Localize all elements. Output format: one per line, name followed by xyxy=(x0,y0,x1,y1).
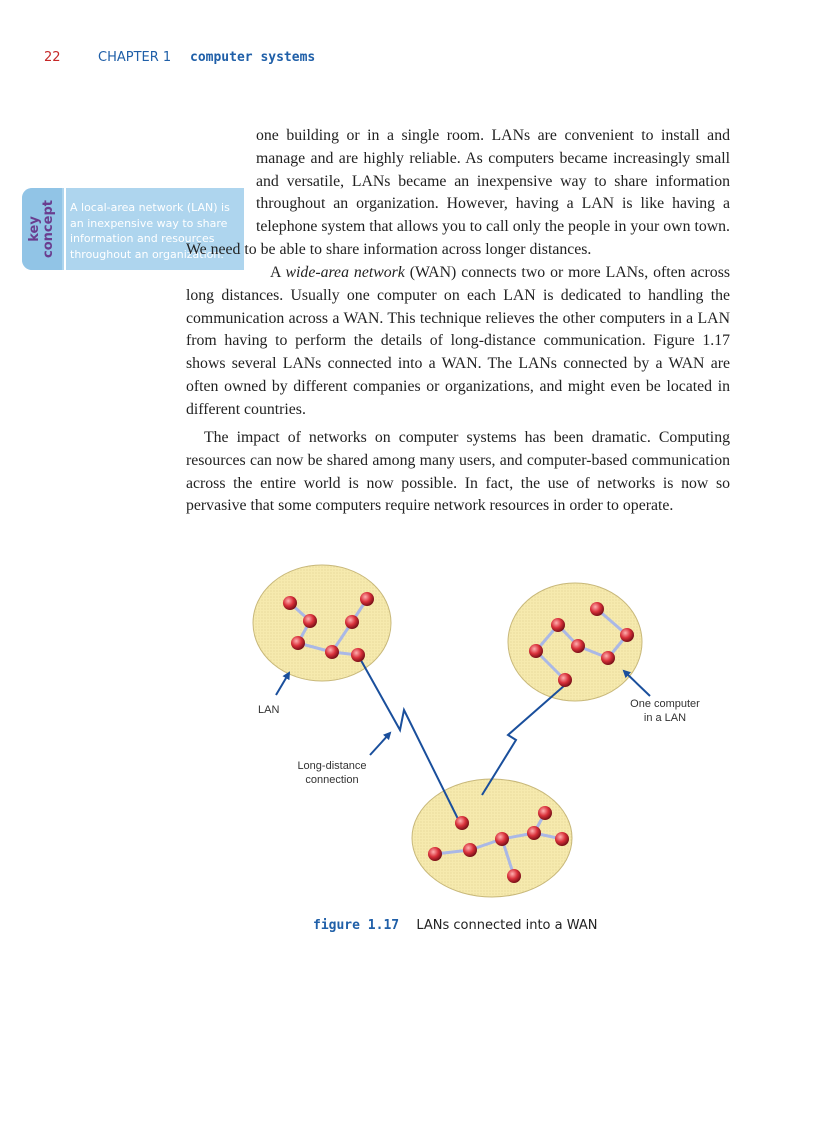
body-paragraph-2 xyxy=(186,262,730,422)
wan-link-right xyxy=(482,685,565,795)
chapter-title: computer systems xyxy=(190,50,316,65)
computer-node xyxy=(551,618,565,632)
wan-figure xyxy=(240,560,720,910)
key-concept-label xyxy=(28,200,56,258)
figure-caption xyxy=(313,917,598,933)
computer-node xyxy=(351,648,365,662)
para-2-rest: (WAN) connects two or more LANs, often across long distances. Usually one computer on each LAN is dedicated to handling the communication across a WAN. This technique relieves the other computers in a LAN from having to perform the details of long-distance communication. Figure 1.17 shows several LANs connected into a WAN. The LANs connected by a WAN are often owned by different companies or organizations, and might even be located in different countries. xyxy=(186,264,730,418)
body-paragraph-3: The impact of networks on computer systems has been dramatic. Computing resources can now be shared among many users, and computer-based communication across the entire world is now possible. In fact, the use of networks is now so pervasive that some computers require network resources in order to operate. xyxy=(186,429,730,515)
figure-caption-text: LANs connected into a WAN xyxy=(416,918,598,933)
computer-node xyxy=(463,843,477,857)
label-one-computer-line1: One computer xyxy=(630,698,700,710)
computer-node xyxy=(325,645,339,659)
key-concept-text: A local-area network (LAN) is an inexpensive way to share information and resources throughout an organization. xyxy=(70,201,230,261)
label-long-distance-line2: connection xyxy=(305,774,359,786)
computer-node xyxy=(571,639,585,653)
key-concept-label-line1: key xyxy=(27,216,42,242)
computer-node xyxy=(620,628,634,642)
label-one-computer-line2: in a LAN xyxy=(643,712,687,724)
computer-node xyxy=(291,636,305,650)
body-paragraph-1-text: one building or in a single room. LANs are convenient to install and manage and are highly reliable. As computers became increasingly small and versatile, LANs became an inexpensive way to share information throughout an organization. However, having a LAN is like having a telephone system that allows you to call only the people in your own town. We need to be able to share information across longer distances. xyxy=(186,127,730,258)
para-2-prefix: A xyxy=(270,264,286,281)
lan-pointer-arrow xyxy=(276,673,289,695)
computer-node xyxy=(558,673,572,687)
computer-pointer-arrow xyxy=(624,671,650,696)
body-paragraph-1 xyxy=(186,125,730,262)
chapter-label: CHAPTER 1 xyxy=(98,50,172,65)
computer-node xyxy=(555,832,569,846)
computer-node xyxy=(428,847,442,861)
computer-node xyxy=(303,614,317,628)
computer-node xyxy=(360,592,374,606)
computer-node xyxy=(601,651,615,665)
computer-node xyxy=(345,615,359,629)
key-concept-divider xyxy=(64,188,66,270)
computer-node xyxy=(283,596,297,610)
figure-number: figure 1.17 xyxy=(313,918,400,933)
key-concept-label-line2: concept xyxy=(41,200,56,258)
long-distance-pointer-arrow xyxy=(370,733,390,755)
computer-node xyxy=(529,644,543,658)
page-number: 22 xyxy=(44,50,61,65)
term-wide-area-network: wide-area network xyxy=(285,264,405,281)
label-long-distance-line1: Long-distance xyxy=(297,760,367,772)
computer-node xyxy=(590,602,604,616)
computer-node xyxy=(455,816,469,830)
computer-node xyxy=(538,806,552,820)
label-lan: LAN xyxy=(258,704,280,716)
sidebar-wrap-spacer xyxy=(186,125,256,217)
computer-node xyxy=(527,826,541,840)
computer-node xyxy=(495,832,509,846)
computer-node xyxy=(507,869,521,883)
lan-ellipse-bottom xyxy=(412,779,572,897)
lan-ellipse-left xyxy=(253,565,391,681)
